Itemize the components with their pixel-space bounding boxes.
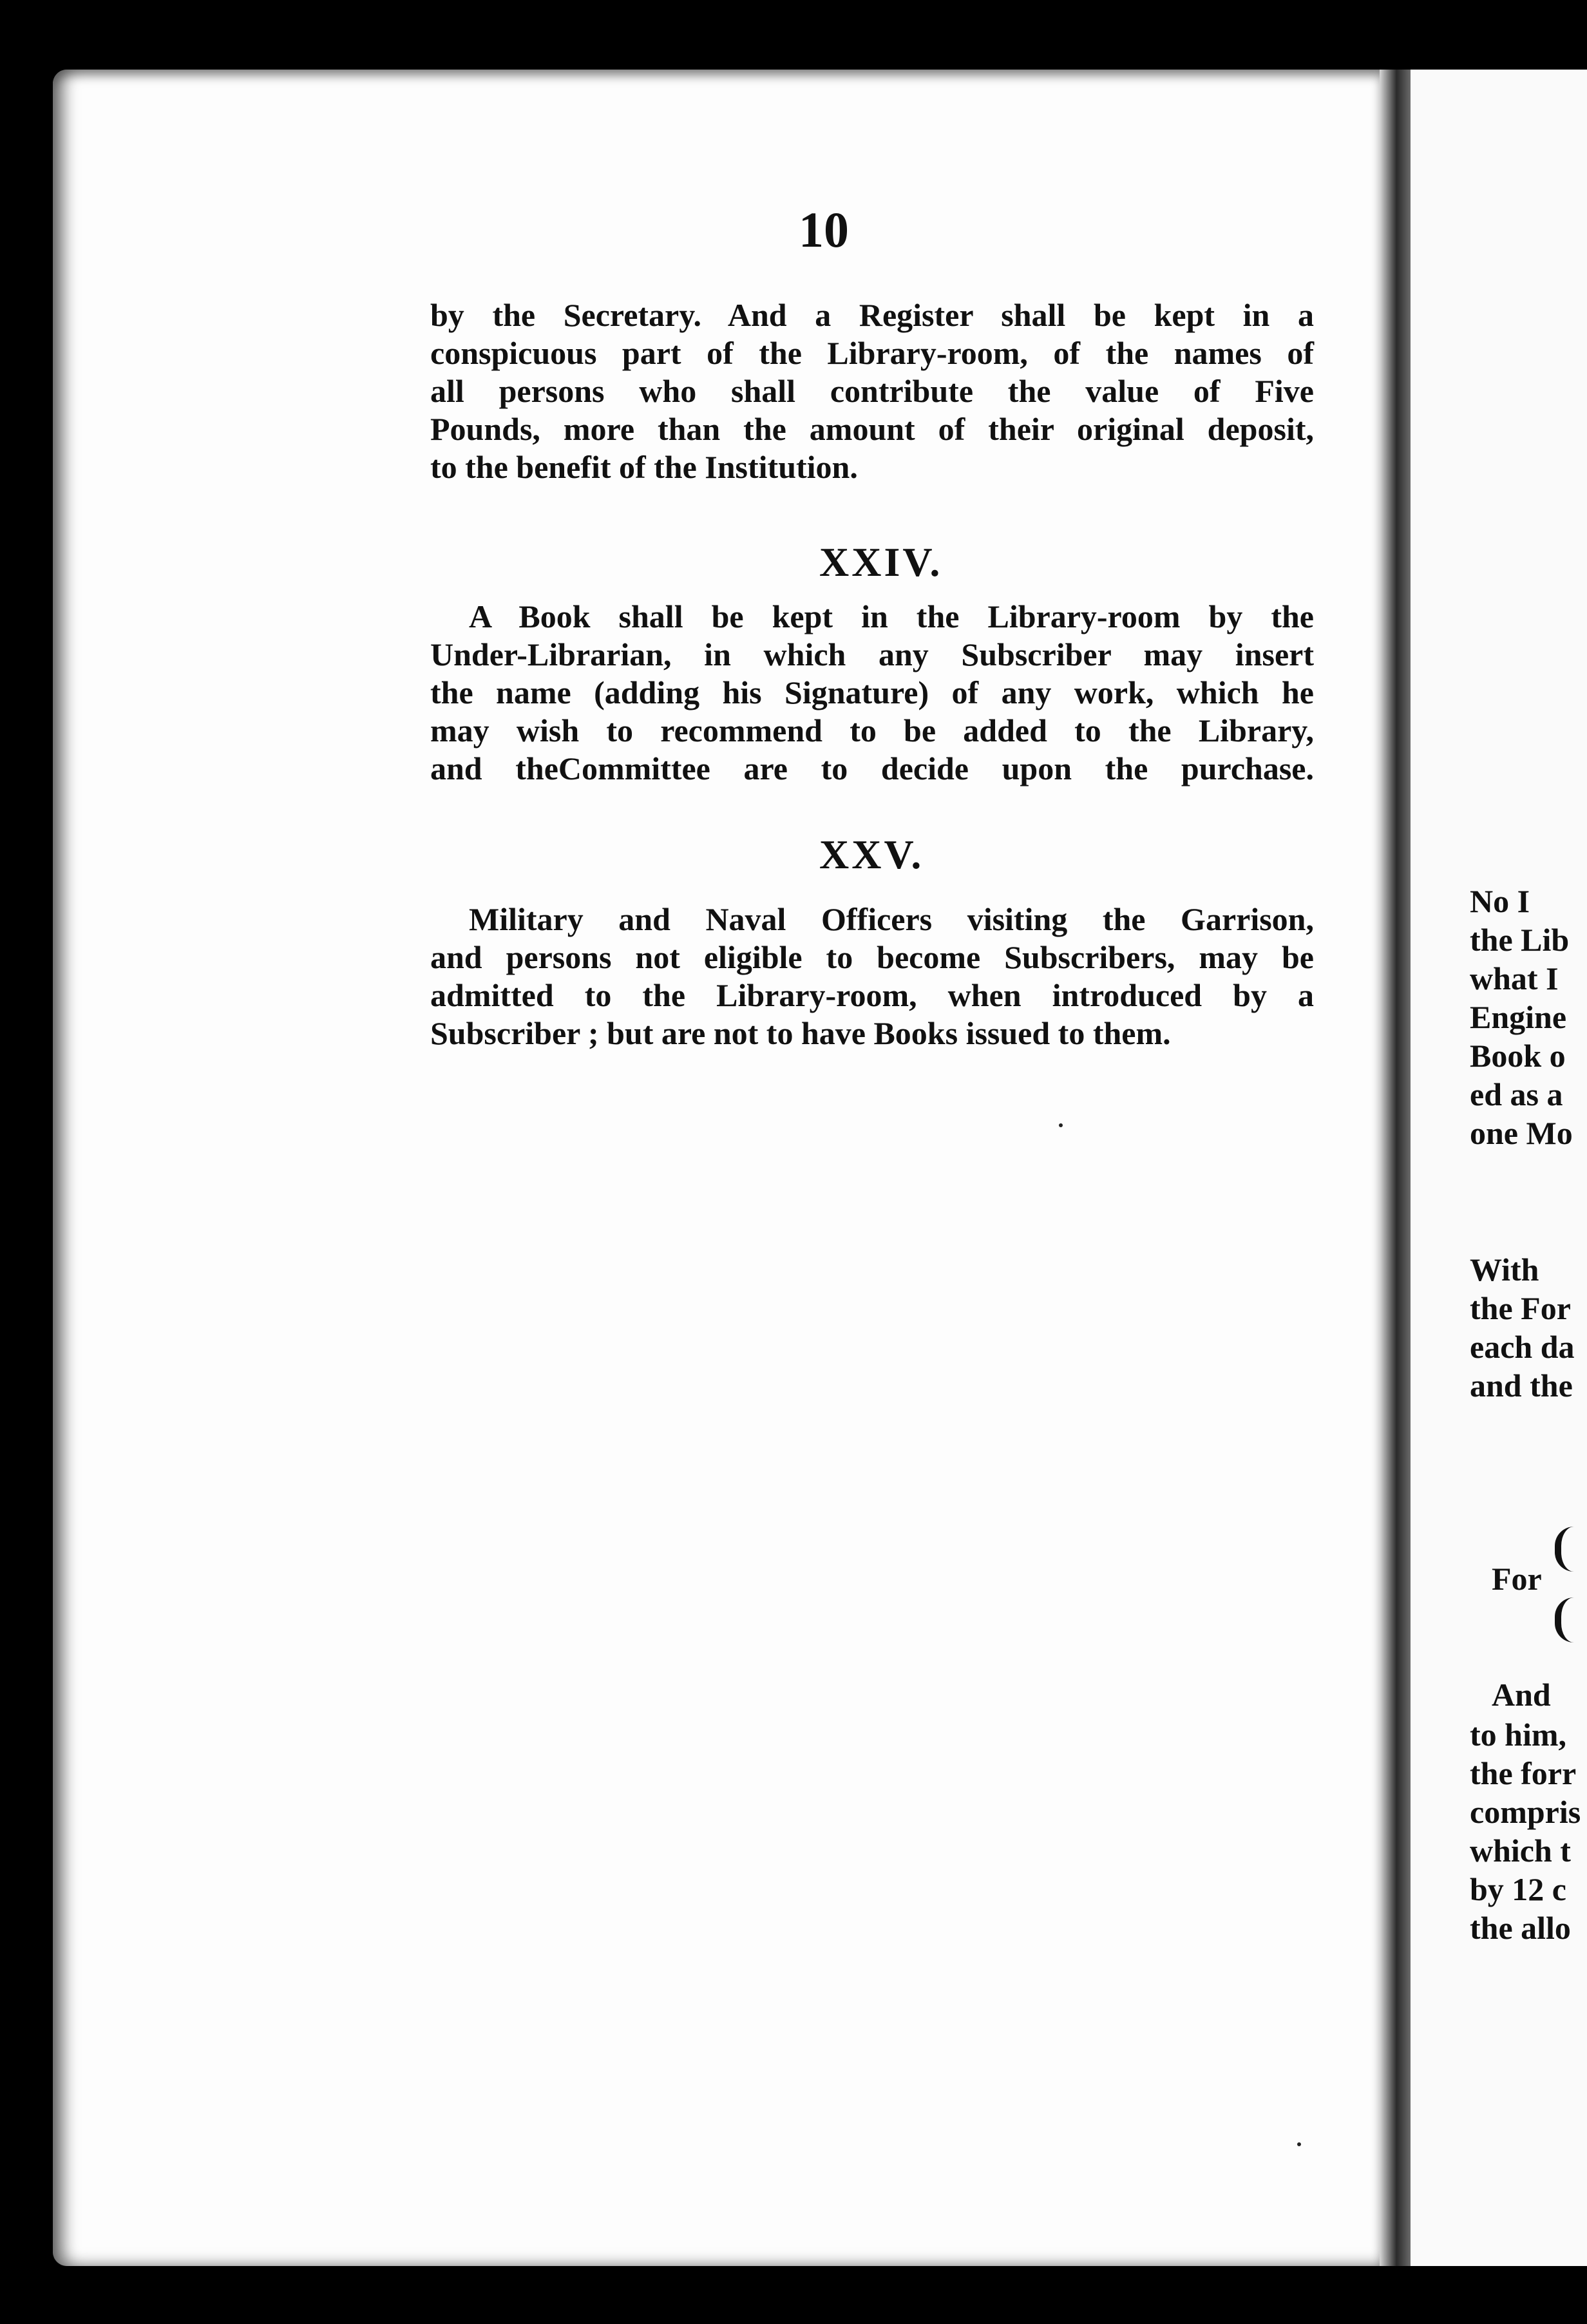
book-gutter <box>1380 70 1411 2266</box>
right-fragment: And <box>1492 1677 1551 1713</box>
text-line: all persons who shall contribute the value of Five <box>430 373 1314 409</box>
right-fragment: which t <box>1470 1833 1571 1869</box>
text-line: by the Secretary. And a Register shall be kept in a <box>430 297 1314 333</box>
right-fragment: No I <box>1470 883 1530 919</box>
right-fragment: the allo <box>1470 1910 1571 1946</box>
right-fragment: the For <box>1470 1290 1571 1326</box>
right-fragment: what I <box>1470 960 1559 996</box>
text-line: Under-Librarian, in which any Subscriber may insert <box>430 636 1314 672</box>
text-line: Military and Naval Officers visiting the Garrison, <box>469 901 1314 937</box>
page-number: 10 <box>799 202 849 258</box>
paragraph-continuation <box>430 296 1314 486</box>
right-fragment: For <box>1492 1561 1542 1597</box>
right-fragment: one Mo <box>1470 1115 1573 1151</box>
section-heading-xxiv: XXIV. <box>819 539 943 585</box>
right-fragment: Engine <box>1470 999 1567 1035</box>
brace-bottom <box>1555 1597 1583 1643</box>
right-fragment: the forr <box>1470 1755 1577 1791</box>
text-line: admitted to the Library-room, when introduced by a <box>430 977 1314 1013</box>
right-fragment: by 12 c <box>1470 1871 1566 1907</box>
section-heading-xxv: XXV. <box>819 832 924 877</box>
section-xxiv-text <box>430 598 1314 788</box>
right-fragment: each da <box>1470 1329 1575 1365</box>
right-fragment: With <box>1470 1252 1539 1288</box>
text-line: and persons not eligible to become Subscribers, may be <box>430 939 1314 975</box>
right-page <box>1411 70 1587 2266</box>
text-line: Subscriber ; but are not to have Books issued to them. <box>430 1015 1171 1051</box>
text-line: A Book shall be kept in the Library-room by the <box>469 598 1314 634</box>
text-line: Pounds, more than the amount of their original deposit, <box>430 411 1314 447</box>
text-line: conspicuous part of the Library-room, of the names of <box>430 335 1314 371</box>
ink-speck <box>1297 2142 1301 2146</box>
text-line: to the benefit of the Institution. <box>430 449 858 485</box>
right-fragment: compris <box>1470 1794 1581 1830</box>
ink-speck <box>1059 1123 1063 1127</box>
right-fragment: ed as a <box>1470 1076 1563 1112</box>
text-line: the name (adding his Signature) of any work, which he <box>430 674 1314 710</box>
section-xxv-text <box>430 900 1314 1052</box>
right-fragment: to him, <box>1470 1717 1566 1753</box>
right-fragment: Book o <box>1470 1038 1566 1074</box>
right-fragment: the Lib <box>1470 922 1570 958</box>
text-line: and theCommittee are to decide upon the purchase. <box>430 750 1314 786</box>
brace-top <box>1555 1527 1583 1572</box>
text-line: may wish to recommend to be added to the Library, <box>430 712 1314 748</box>
right-fragment: and the <box>1470 1367 1573 1404</box>
